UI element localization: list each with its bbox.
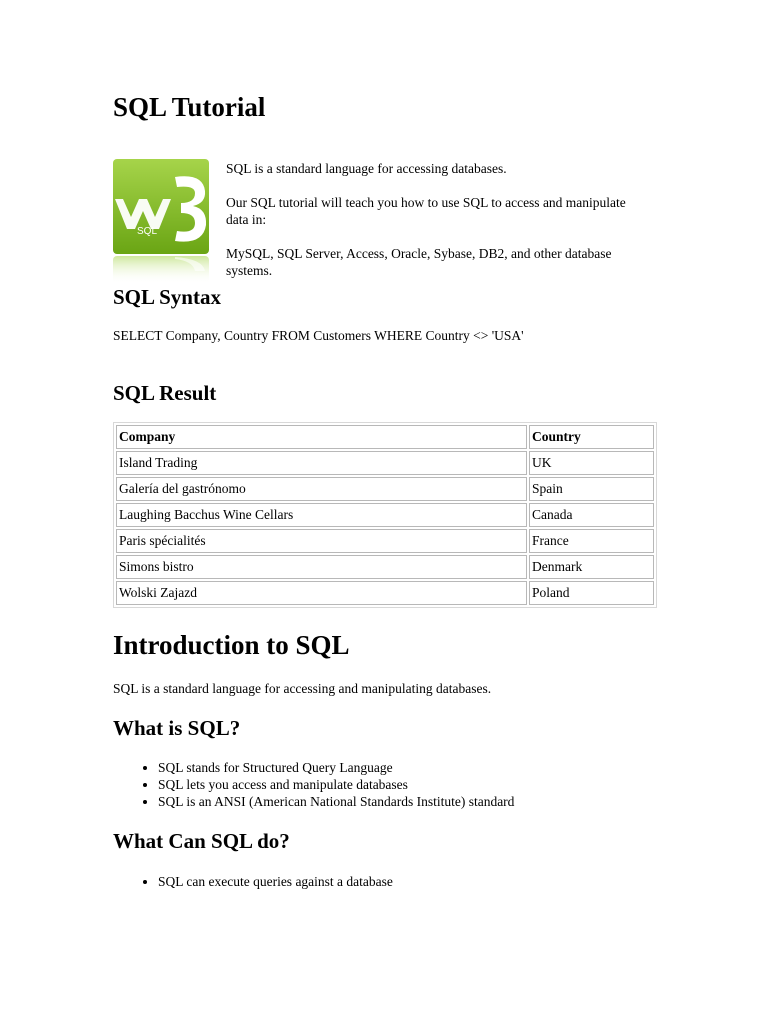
list-item: • SQL stands for Structured Query Language: [158, 759, 678, 776]
intro-paragraph-1: SQL is a standard language for accessing databases.: [226, 161, 507, 176]
cell-company: Laughing Bacchus Wine Cellars: [116, 503, 527, 527]
intro-paragraph-3: MySQL, SQL Server, Access, Oracle, Sybase, DB2, and other database systems.: [226, 246, 612, 278]
table-row: [116, 529, 654, 553]
syntax-code: SELECT Company, Country FROM Customers WHERE Country <> 'USA': [113, 328, 524, 343]
cell-company: Paris spécialités: [116, 529, 527, 553]
logo-sql-text: SQL: [137, 226, 158, 237]
syntax-heading: SQL Syntax: [113, 285, 221, 309]
cell-country: France: [529, 529, 654, 553]
table-row: [116, 581, 654, 605]
table-row: [116, 503, 654, 527]
page-title: SQL Tutorial: [113, 92, 266, 122]
introduction-heading: Introduction to SQL: [113, 630, 350, 660]
intro-text: [226, 160, 626, 296]
header-company: Company: [116, 425, 527, 449]
result-table: [113, 422, 657, 608]
list-item: • SQL is an ANSI (American National Standards Institute) standard: [158, 793, 678, 810]
table-row: [116, 477, 654, 501]
cell-company: Wolski Zajazd: [116, 581, 527, 605]
list-item: • SQL lets you access and manipulate databases: [158, 776, 678, 793]
cell-country: Spain: [529, 477, 654, 501]
table-header-row: [116, 425, 654, 449]
cell-company: Island Trading: [116, 451, 527, 475]
cell-country: Canada: [529, 503, 654, 527]
header-country: Country: [529, 425, 654, 449]
table-row: [116, 555, 654, 579]
list-item: • SQL can execute queries against a database: [158, 873, 678, 890]
cell-country: UK: [529, 451, 654, 475]
cell-company: Simons bistro: [116, 555, 527, 579]
what-is-heading: What is SQL?: [113, 716, 241, 740]
introduction-text: SQL is a standard language for accessing and manipulating databases.: [113, 681, 492, 696]
result-heading: SQL Result: [113, 381, 217, 405]
what-can-list: [113, 873, 678, 890]
intro-paragraph-2: Our SQL tutorial will teach you how to use SQL to access and manipulate data in:: [226, 195, 626, 227]
cell-company: Galería del gastrónomo: [116, 477, 527, 501]
table-row: [116, 451, 654, 475]
what-is-list: [113, 759, 678, 810]
what-can-heading: What Can SQL do?: [113, 829, 290, 853]
w3-sql-logo-icon: [113, 159, 209, 284]
cell-country: Denmark: [529, 555, 654, 579]
cell-country: Poland: [529, 581, 654, 605]
